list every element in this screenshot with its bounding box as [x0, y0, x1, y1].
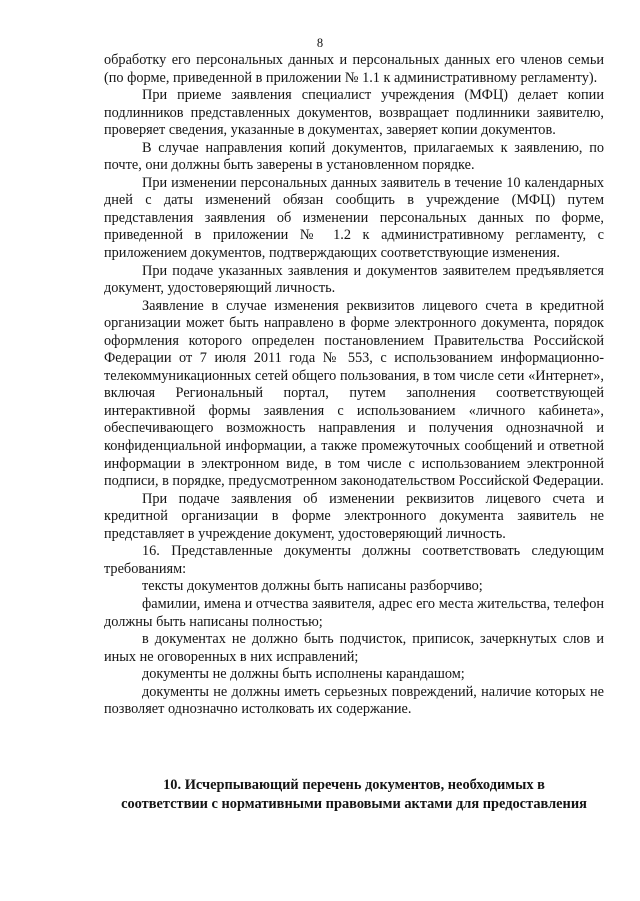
requirement-item: документы не должны иметь серьезных повреждений, наличие которых не позволяет однозначно истолковать их содержание. — [104, 683, 604, 718]
paragraph: При изменении персональных данных заявитель в течение 10 календарных дней с даты изменений обязан сообщить в учреждение (МФЦ) путем представления заявления об изменении персональных данных по форме, приведенной в приложении № 1.2 к административному регламенту, с приложением документов, подтверждающих соответствующие изменения. — [104, 174, 604, 262]
page-number: 8 — [316, 36, 324, 50]
section-heading — [104, 776, 604, 814]
paragraph: В случае направления копий документов, прилагаемых к заявлению, по почте, они должны быть заверены в установленном порядке. — [104, 139, 604, 174]
paragraph: обработку его персональных данных и персональных данных его членов семьи (по форме, приведенной в приложении № 1.1 к административному регламенту). — [104, 52, 604, 86]
requirement-item: документы не должны быть исполнены карандашом; — [142, 666, 465, 683]
body-text — [104, 52, 604, 719]
requirement-item: фамилии, имена и отчества заявителя, адрес его места жительства, телефон должны быть написаны полностью; — [104, 595, 604, 630]
section-heading-line: 10. Исчерпывающий перечень документов, необходимых в — [163, 777, 545, 793]
paragraph: При приеме заявления специалист учреждения (МФЦ) делает копии подлинников представленных документов, возвращает подлинники заявителю, проверяет сведения, указанные в документах, заверяет копии документов. — [104, 87, 604, 139]
requirement-item: тексты документов должны быть написаны разборчиво; — [142, 578, 483, 595]
requirement-item: в документах не должно быть подчисток, приписок, зачеркнутых слов и иных не оговоренных в них исправлений; — [104, 631, 604, 665]
section-heading-line: соответствии с нормативными правовыми актами для предоставления — [121, 796, 587, 812]
paragraph: Заявление в случае изменения реквизитов лицевого счета в кредитной организации может быть направлено в форме электронного документа, порядок оформления которого определен постановлением Правительства Российской Федерации от 7 июля 2011 года № 553, с использованием информационно-телекоммуникационных сетей общего пользования, в том числе сети «Интернет», включая Региональный портал, путем заполнения соответствующей интерактивной формы заявления с использованием «личного кабинета», обеспечивающего возможность направления и получения однозначной и конфиденциальной информации, а также промежуточных сообщений и ответной информации в электронном виде, в том числе с использованием электронной подписи, в порядке, предусмотренном законодательством Российской Федерации. — [104, 297, 604, 490]
paragraph: 16. Представленные документы должны соответствовать следующим требованиям: — [104, 543, 604, 577]
paragraph: При подаче указанных заявления и документов заявителем предъявляется документ, удостоверяющий личность. — [104, 262, 604, 297]
paragraph: При подаче заявления об изменении реквизитов лицевого счета и кредитной организации в форме электронного документа заявитель не представляет в учреждение документ, удостоверяющий личность. — [104, 490, 604, 542]
